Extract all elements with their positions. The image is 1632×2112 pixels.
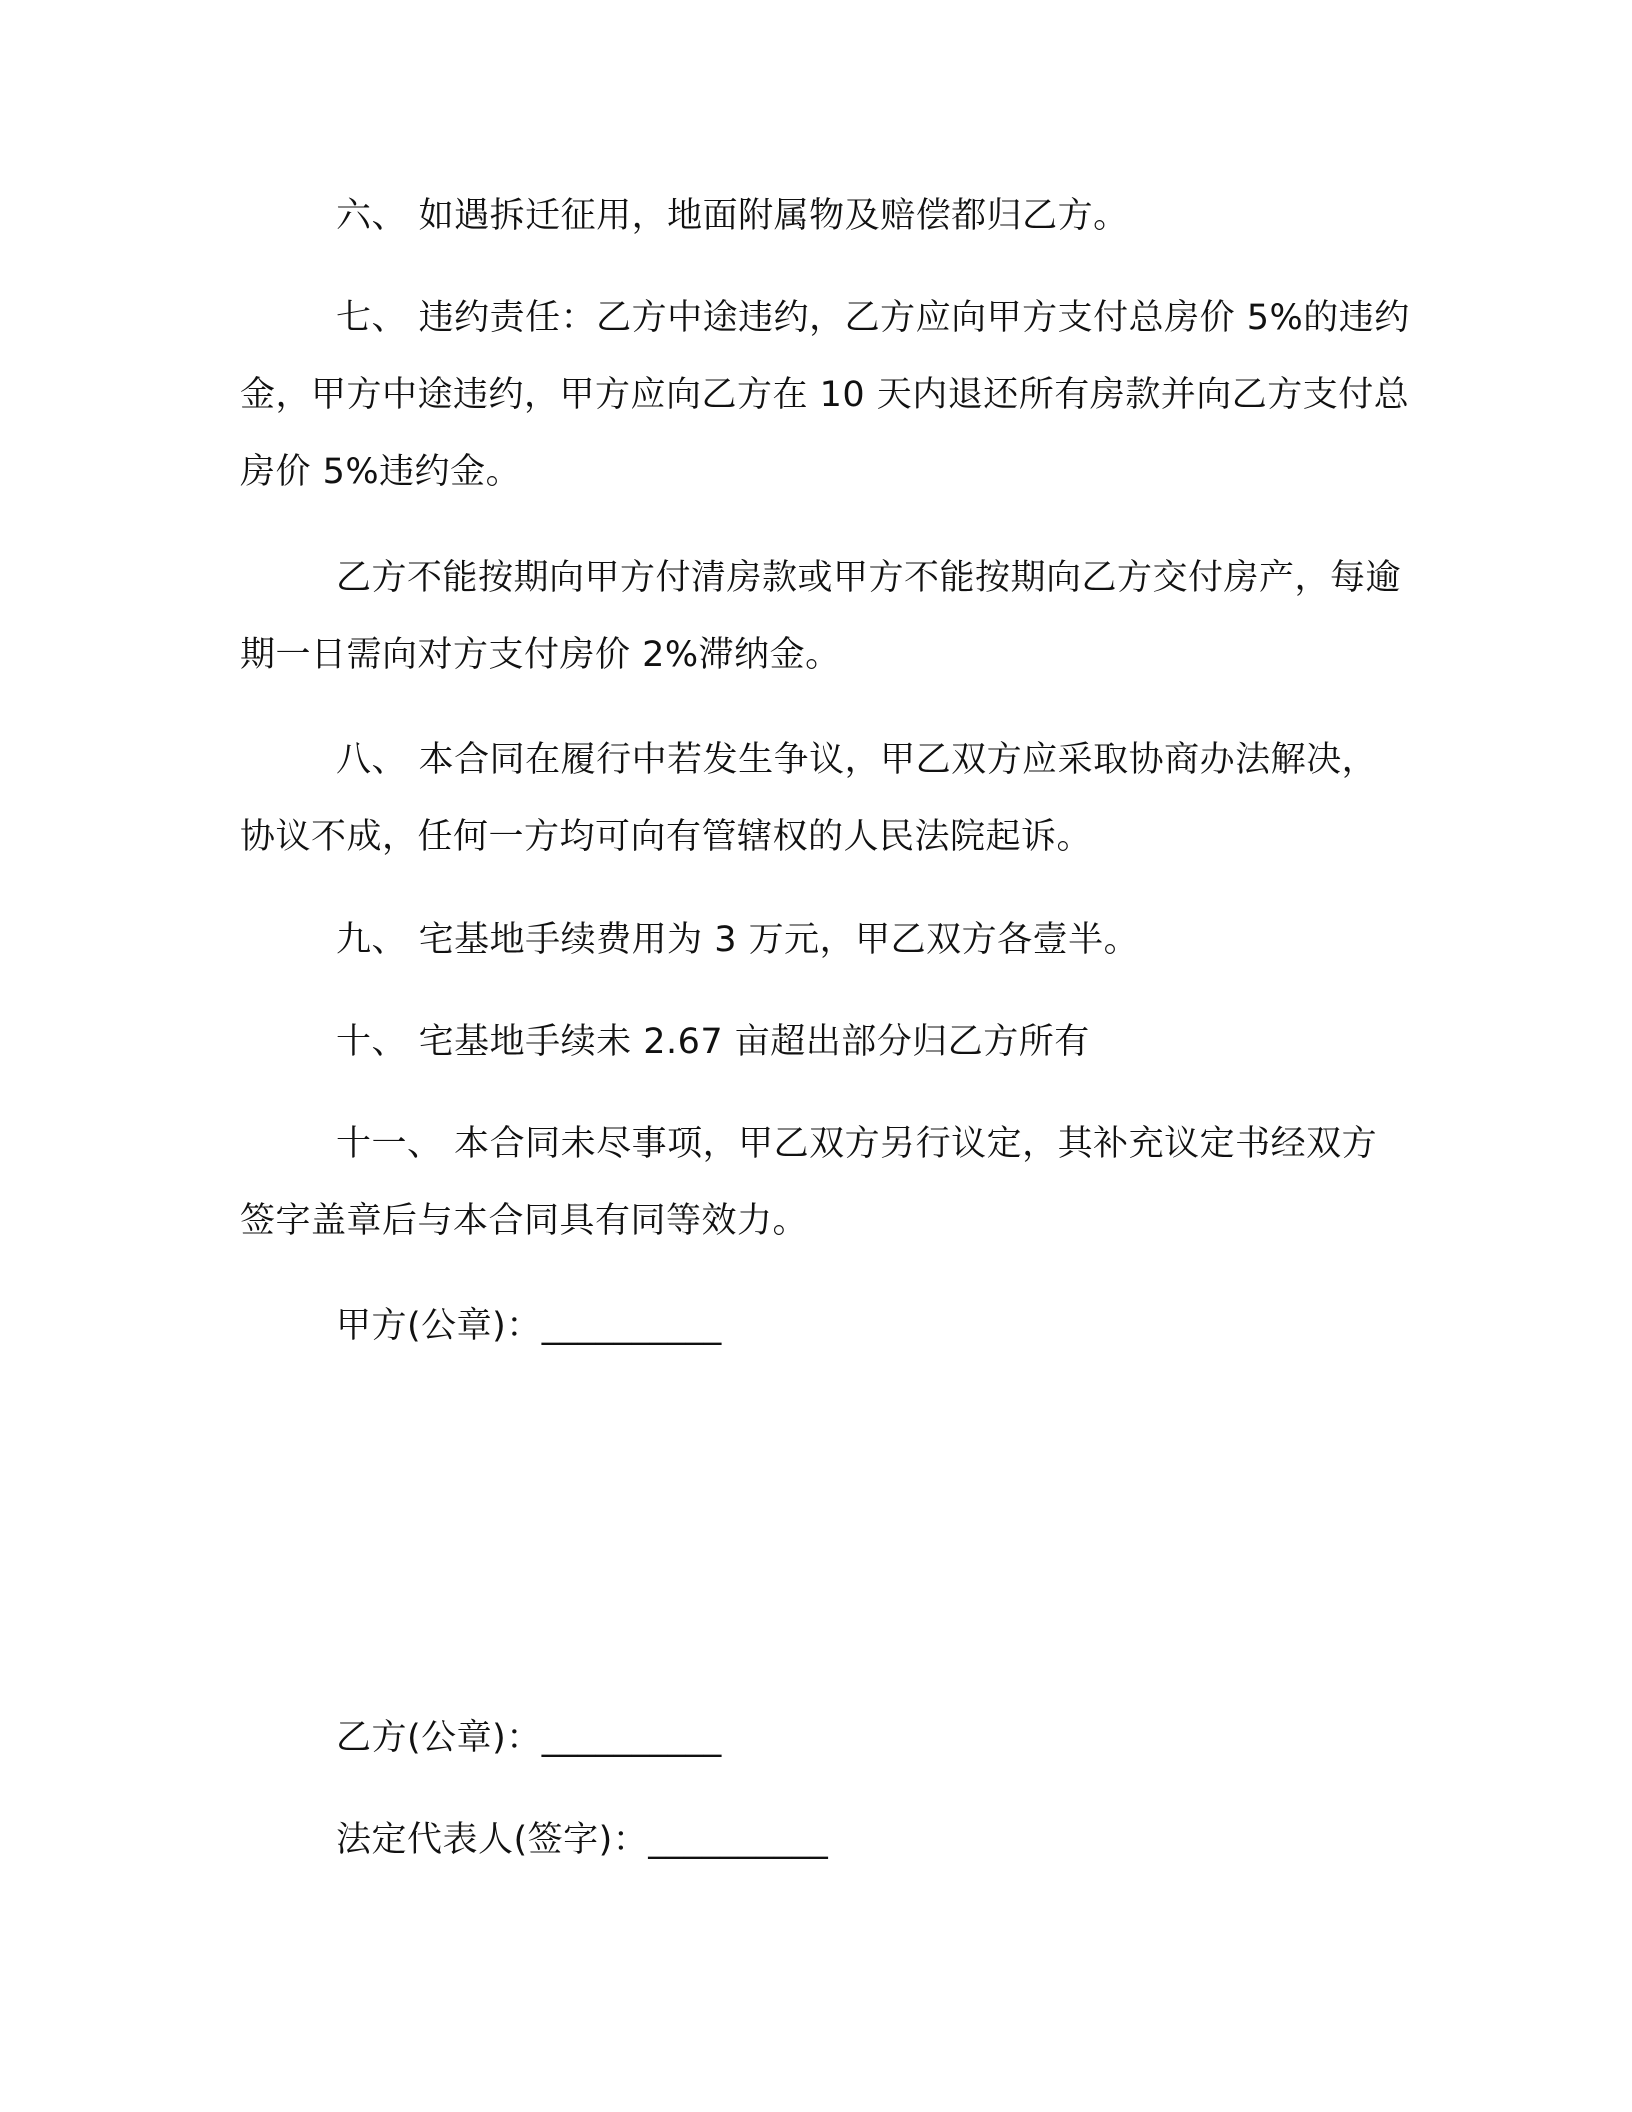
- clause-ten: 十、 宅基地手续未 2.67 亩超出部分归乙方所有: [336, 1022, 1090, 1062]
- signature-party-b: 乙方(公章)：__________: [336, 1718, 722, 1758]
- clause-nine: 九、 宅基地手续费用为 3 万元，甲乙双方各壹半。: [336, 920, 1140, 960]
- clause-eight: 八、 本合同在履行中若发生争议，甲乙双方应采取协商办法解决，协议不成，任何一方均可向有管辖权的人民法院起诉。: [240, 740, 1378, 857]
- signature-legal-representative: 法定代表人(签字)：__________: [336, 1820, 829, 1860]
- signature-party-a: 甲方(公章)：__________: [336, 1306, 722, 1346]
- clause-late-fee: 乙方不能按期向甲方付清房款或甲方不能按期向乙方交付房产，每逾期一日需向对方支付房价 2%滞纳金。: [240, 558, 1402, 675]
- clause-six: 六、 如遇拆迁征用，地面附属物及赔偿都归乙方。: [336, 196, 1129, 236]
- clause-eleven: 十一、 本合同未尽事项，甲乙双方另行议定，其补充议定书经双方签字盖章后与本合同具有同等效力。: [240, 1124, 1378, 1241]
- clause-seven: 七、 违约责任：乙方中途违约，乙方应向甲方支付总房价 5%的违约金，甲方中途违约，甲方应向乙方在 10 天内退还所有房款并向乙方支付总房价 5%违约金。: [240, 298, 1410, 492]
